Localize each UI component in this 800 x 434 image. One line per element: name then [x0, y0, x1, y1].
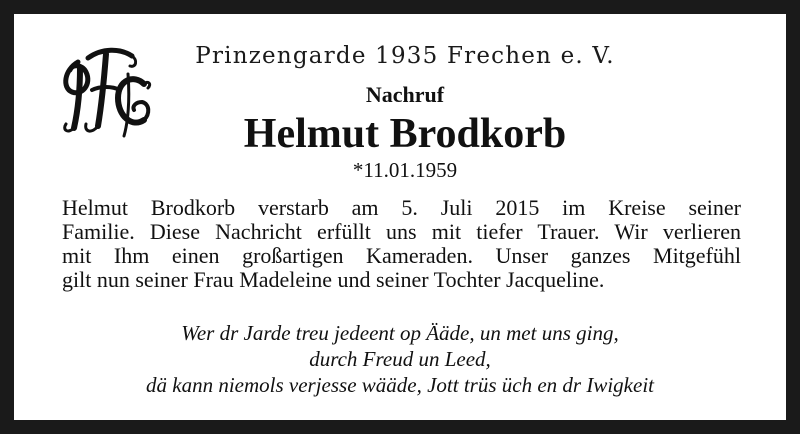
verse-line: Wer dr Jarde treu jedeent op Ääde, un met uns ging, — [181, 321, 619, 345]
obituary-line: Helmut Brodkorb verstarb am 5. Juli 2015 im Kreise seiner — [62, 195, 741, 220]
verse-line: dä kann niemols verjesse wääde, Jott trüs üch en dr Iwigkeit — [146, 373, 654, 397]
birth-date: *11.01.1959 — [352, 158, 458, 182]
obituary-line: mit Ihm einen großartigen Kameraden. Unser ganzes Mitgefühl — [62, 243, 741, 268]
notice-heading: Nachruf — [365, 82, 445, 107]
obituary-text — [62, 196, 741, 292]
verse-line: durch Freud un Leed, — [309, 347, 491, 371]
memorial-verse — [40, 320, 760, 398]
club-name: Prinzengarde 1935 Frechen e. V. — [195, 43, 615, 69]
pfg-monogram-icon — [58, 40, 158, 144]
deceased-name: Helmut Brodkorb — [243, 111, 567, 157]
obituary-line: Familie. Diese Nachricht erfüllt uns mit tiefer Trauer. Wir verlieren — [62, 219, 741, 244]
obituary-line: gilt nun seiner Frau Madeleine und seiner Tochter Jacqueline. — [62, 267, 605, 292]
